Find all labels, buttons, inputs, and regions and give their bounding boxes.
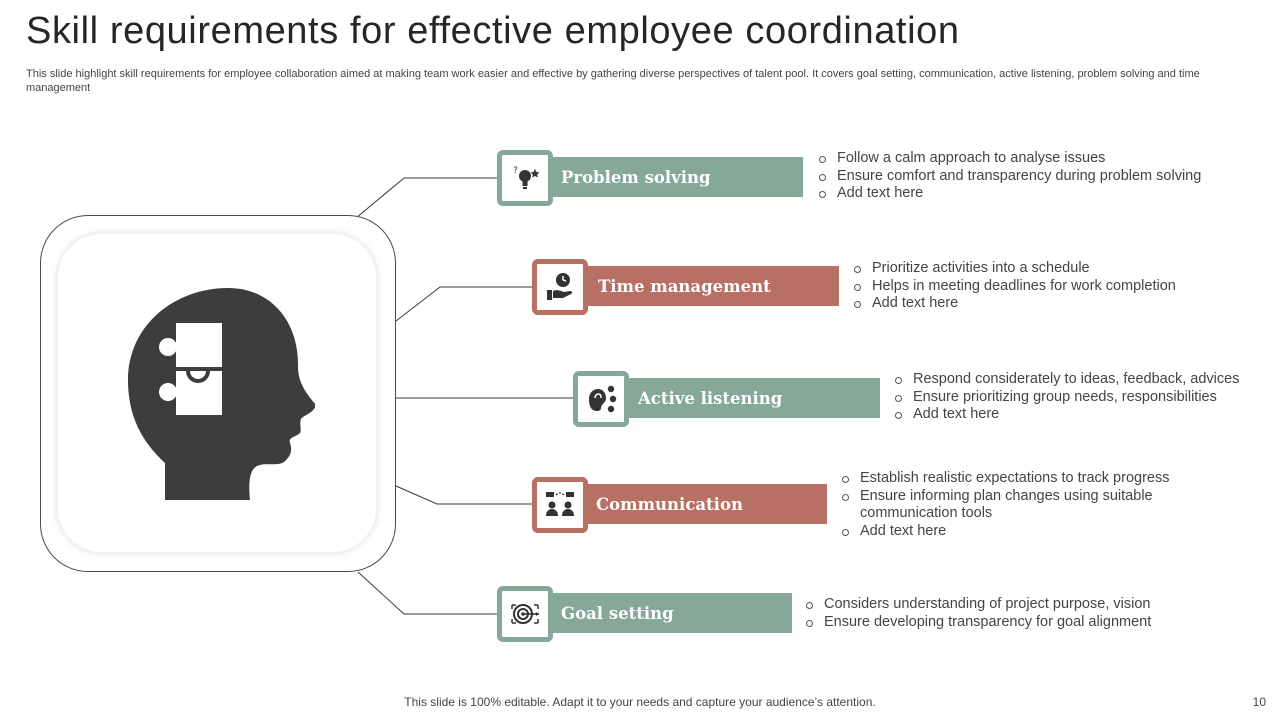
skill-icon-box-goal-setting — [497, 586, 553, 642]
skill-label: Communication — [596, 494, 743, 514]
bullet-list-goal-setting — [805, 596, 1151, 631]
skill-label: Time management — [598, 276, 771, 296]
skill-bar-active-listening — [620, 378, 880, 418]
bullet-item: Ensure informing plan changes using suitable communication tools — [841, 488, 1180, 523]
bullet-item: Ensure prioritizing group needs, responsibilities — [894, 389, 1239, 407]
bullet-item: Ensure developing transparency for goal alignment — [805, 614, 1151, 632]
lightbulb-idea-icon — [508, 161, 542, 195]
svg-text:?: ? — [513, 166, 518, 176]
bullet-item: Add text here — [894, 406, 1239, 424]
skill-icon-box-communication — [532, 477, 588, 533]
bullet-item: Add text here — [818, 185, 1201, 203]
skill-label: Problem solving — [561, 167, 711, 187]
bullet-item: Helps in meeting deadlines for work completion — [853, 278, 1176, 296]
bullet-item: Add text here — [841, 523, 1180, 541]
ear-listening-icon — [584, 382, 618, 416]
skill-label: Goal setting — [561, 603, 674, 623]
skill-bar-communication — [580, 484, 827, 524]
skill-icon-box-problem-solving — [497, 150, 553, 206]
skill-icon-box-time-management — [532, 259, 588, 315]
bullet-item: Add text here — [853, 295, 1176, 313]
hand-clock-icon — [543, 270, 577, 304]
slide-title: Skill requirements for effective employee coordination — [26, 10, 960, 52]
bullet-list-communication — [841, 470, 1180, 540]
connector-problem-solving — [356, 178, 497, 218]
skill-label: Active listening — [638, 388, 783, 408]
connector-goal-setting — [358, 572, 497, 614]
connector-time-management — [396, 287, 532, 321]
skill-bar-problem-solving — [544, 157, 803, 197]
target-arrow-icon — [508, 597, 542, 631]
bullet-item: Follow a calm approach to analyse issues — [818, 150, 1201, 168]
bullet-item: Ensure comfort and transparency during problem solving — [818, 168, 1201, 186]
bullet-list-active-listening — [894, 371, 1239, 424]
bullet-item: Prioritize activities into a schedule — [853, 260, 1176, 278]
bullet-item: Respond considerately to ideas, feedback, advices — [894, 371, 1239, 389]
bullet-item: Establish realistic expectations to track progress — [841, 470, 1180, 488]
bullet-item: Considers understanding of project purpose, vision — [805, 596, 1151, 614]
connector-communication — [396, 486, 532, 504]
head-puzzle-icon — [120, 285, 315, 505]
slide-subtitle: This slide highlight skill requirements for employee collaboration aimed at making team work easier and effective by gathering diverse perspectives of talent pool. It covers goal setting, communication, active listening, problem solving and time management — [26, 68, 1200, 94]
slide-footer: This slide is 100% editable. Adapt it to your needs and capture your audience’s attention. — [404, 695, 876, 709]
bullet-list-problem-solving — [818, 150, 1201, 203]
page-number: 10 — [1252, 695, 1266, 709]
skill-bar-time-management — [580, 266, 839, 306]
skill-bar-goal-setting — [544, 593, 792, 633]
skill-icon-box-active-listening — [573, 371, 629, 427]
people-chat-icon — [543, 488, 577, 522]
bullet-list-time-management — [853, 260, 1176, 313]
